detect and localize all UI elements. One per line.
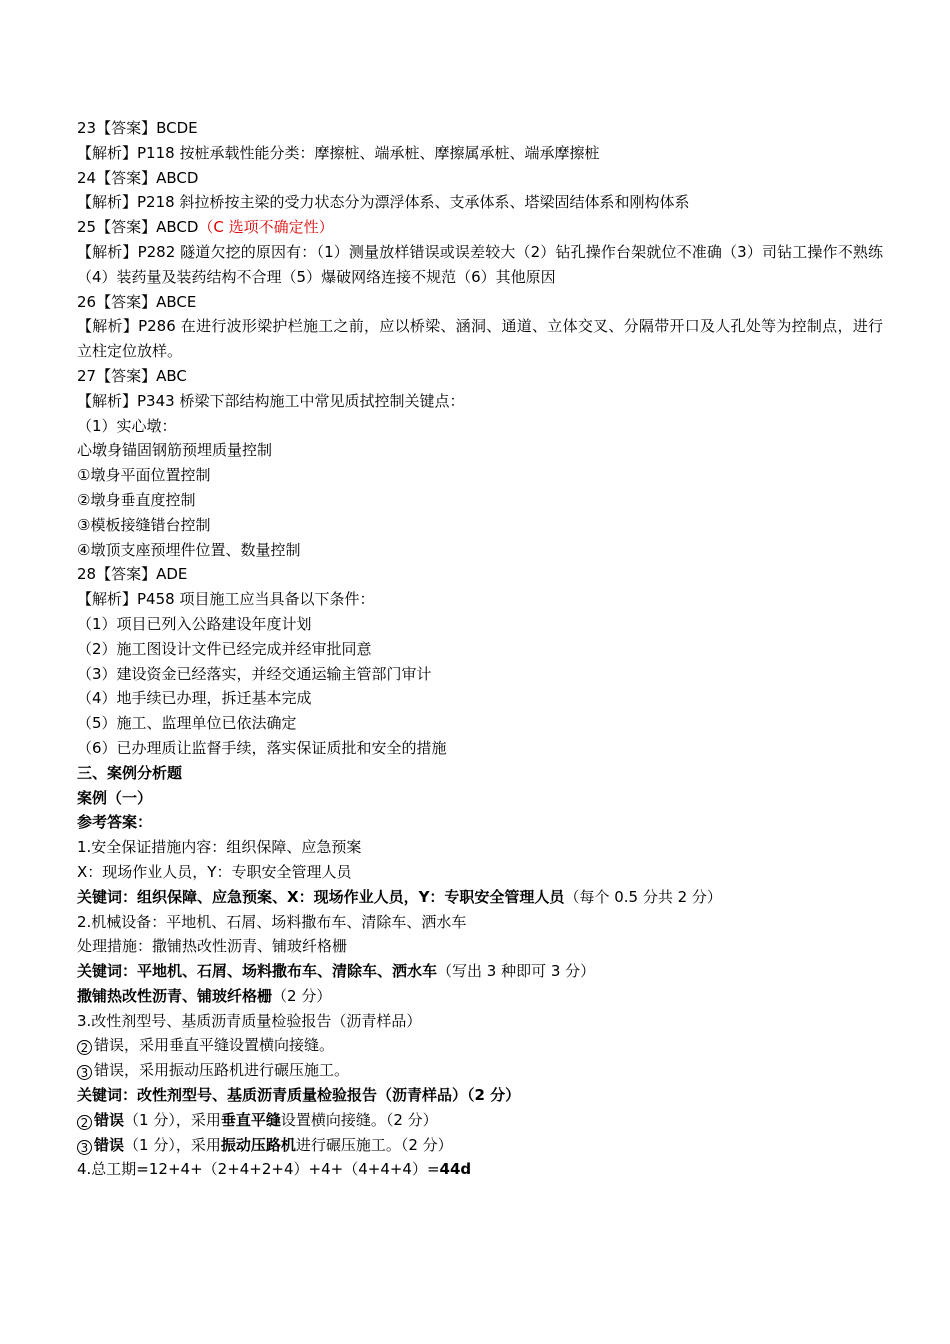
q27-line: ③模板接缝错台控制	[77, 515, 211, 534]
q28-answer: 28【答案】ADE	[77, 565, 188, 584]
answer-3-line-1: 3.改性剂型号、基质沥青质量检验报告（沥青样品）	[77, 1011, 422, 1030]
answer-1-keywords-text: 关键词：组织保障、应急预案、X：现场作业人员，Y：专职安全管理人员	[77, 887, 565, 906]
q24-answer: 24【答案】ABCD	[77, 168, 199, 187]
q27-line: （1）实心墩：	[77, 416, 177, 435]
answer-3-item-2-text: 错误，采用垂直平缝设置横向接缝。	[94, 1036, 335, 1055]
q27-line: 心墩身锚固钢筋预埋质量控制	[77, 441, 273, 460]
keyword-bold: 振动压路机	[220, 1135, 296, 1154]
q27-line: ①墩身平面位置控制	[77, 466, 211, 485]
answer-1-keywords	[77, 885, 883, 910]
q28-line: （5）施工、监理单位已依法确定	[77, 714, 297, 733]
answer-2-line-2: 处理措施：撒铺热改性沥青、铺玻纤格栅	[77, 937, 348, 956]
answer-3-keyword-item-3	[77, 1133, 883, 1158]
answer-4-formula	[77, 1157, 883, 1182]
circled-number-3: 3	[77, 1140, 92, 1155]
q23-answer: 23【答案】BCDE	[77, 119, 198, 137]
answer-4-formula-text: 4.总工期=12+4+（2+4+2+4）+4+（4+4+4）=	[77, 1160, 440, 1179]
circled-number-3: 3	[77, 1065, 92, 1080]
q27-answer: 27【答案】ABC	[77, 366, 187, 385]
answer-2-keywords-text: 关键词：平地机、石屑、场料撒布车、清除车、洒水车	[77, 962, 438, 981]
q28-line: （3）建设资金已经落实，并经交通运输主管部门审计	[77, 664, 432, 683]
q23-analysis: 【解析】P118 按桩承载性能分类：摩擦桩、端承桩、摩擦属承桩、端承摩擦桩	[77, 143, 600, 162]
answer-1-line-1: 1.安全保证措施内容：组织保障、应急预案	[77, 838, 362, 857]
keyword-text: （1 分），采用	[124, 1110, 221, 1129]
answer-2-keywords-2-text: 撒铺热改性沥青、铺玻纤格栅	[77, 986, 273, 1005]
reference-answer-label: 参考答案：	[77, 813, 153, 832]
q25-answer-line	[77, 215, 883, 240]
circled-number-2: 2	[77, 1040, 92, 1055]
q26-analysis: 【解析】P286 在进行波形梁护栏施工之前，应以桥梁、涵洞、通道、立体交叉、分隔带开口及人孔处等为控制点，进行立柱定位放样。	[77, 317, 883, 361]
keyword-bold: 错误	[94, 1110, 125, 1129]
answer-4-result: 44d	[439, 1160, 472, 1179]
keyword-text: 进行碾压施工。（2 分）	[295, 1135, 453, 1154]
keyword-text: 设置横向接缝。（2 分）	[280, 1110, 438, 1129]
q28-line: （2）施工图设计文件已经完成并经审批同意	[77, 639, 372, 658]
q28-line: （4）地手续已办理，拆迁基本完成	[77, 689, 312, 708]
keyword-text: （1 分），采用	[124, 1135, 221, 1154]
answer-2-score: （写出 3 种即可 3 分）	[437, 962, 596, 981]
q25-uncertain-note: （C 选项不确定性）	[198, 218, 334, 237]
circled-number-2: 2	[77, 1115, 92, 1130]
q24-analysis: 【解析】P218 斜拉桥按主梁的受力状态分为漂浮体系、支承体系、塔梁固结体系和刚构体系	[77, 193, 690, 212]
document-page	[77, 116, 883, 1182]
answer-3-item-3	[77, 1058, 883, 1083]
answer-1-line-2: X：现场作业人员，Y：专职安全管理人员	[77, 862, 352, 881]
q27-line: ④墩顶支座预埋件位置、数量控制	[77, 540, 301, 559]
q26-answer: 26【答案】ABCE	[77, 292, 197, 311]
answer-2-keywords-2	[77, 984, 883, 1009]
section-heading: 三、案例分析题	[77, 763, 183, 782]
answer-3-keywords: 关键词：改性剂型号、基质沥青质量检验报告（沥青样品）（2 分）	[77, 1086, 521, 1105]
q28-line: （1）项目已列入公路建设年度计划	[77, 614, 312, 633]
q27-analysis: 【解析】P343 桥梁下部结构施工中常见质拭控制关键点：	[77, 391, 465, 410]
q27-line: ②墩身垂直度控制	[77, 490, 196, 509]
q25-analysis: 【解析】P282 隧道欠挖的原因有：（1）测量放样错误或误差较大（2）钻孔操作台架就位不准确（3）司钻工操作不熟练（4）装药量及装药结构不合理（5）爆破网络连接不规范（6）其他原因	[77, 242, 883, 286]
keyword-bold: 垂直平缝	[220, 1110, 281, 1129]
q28-line: （6）已办理质让监督手续，落实保证质批和安全的措施	[77, 738, 447, 757]
q25-answer: 25【答案】ABCD	[77, 218, 199, 237]
answer-3-keyword-item-2	[77, 1108, 883, 1133]
answer-1-score: （每个 0.5 分共 2 分）	[564, 887, 722, 906]
answer-2-score-2: （2 分）	[272, 986, 332, 1005]
answer-2-keywords	[77, 959, 883, 984]
answer-3-item-2	[77, 1033, 883, 1058]
answer-2-line-1: 2.机械设备：平地机、石屑、场料撒布车、清除车、洒水车	[77, 912, 467, 931]
case-title: 案例（一）	[77, 788, 153, 807]
q28-analysis: 【解析】P458 项目施工应当具备以下条件：	[77, 590, 375, 609]
keyword-bold: 错误	[94, 1135, 125, 1154]
answer-3-item-3-text: 错误，采用振动压路机进行碾压施工。	[94, 1061, 350, 1080]
